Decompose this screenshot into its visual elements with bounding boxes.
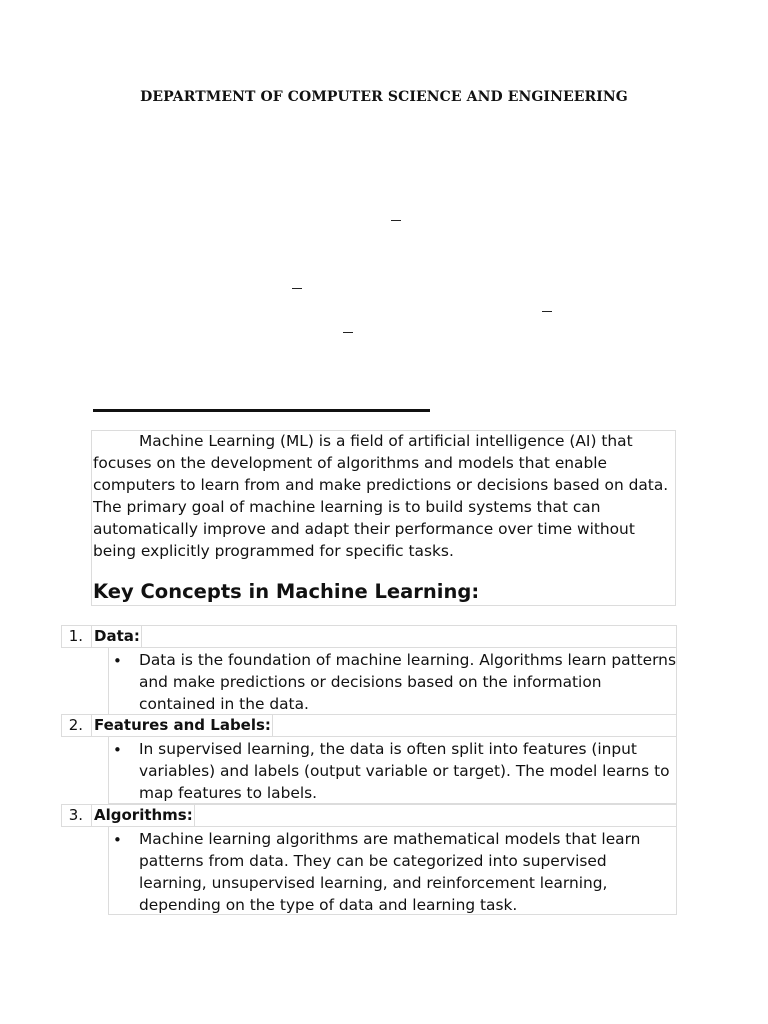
- intro-paragraph: Machine Learning (ML) is a field of artificial intelligence (AI) that focuses on the development of algorithms and models that enable computers to learn from and make predictions or decisions based on data. The primary goal of machine learning is to build systems that can automatically improve and adapt their performance over time without being explicitly programmed for specific tasks.: [93, 432, 669, 560]
- list-item-title: Data:: [94, 627, 140, 645]
- bullet-point: •: [113, 741, 122, 759]
- list-item-description: In supervised learning, the data is often split into features (input variables) and labels (output variable or target). The model learns to map features to labels.: [139, 740, 670, 802]
- blank-dash: [343, 332, 353, 333]
- list-item-description: Machine learning algorithms are mathematical models that learn patterns from data. They can be categorized into supervised learning, unsupervised learning, and reinforcement learning, depending on the type of data and learning task.: [139, 830, 641, 914]
- blank-dash: [542, 311, 552, 312]
- list-item-number: 1.: [61, 625, 92, 648]
- horizontal-rule: [93, 409, 430, 412]
- key-concepts-heading: Key Concepts in Machine Learning:: [93, 580, 480, 603]
- list-item-title: Algorithms:: [94, 806, 193, 824]
- list-item-title: Features and Labels:: [94, 716, 271, 734]
- list-item-description: Data is the foundation of machine learning. Algorithms learn patterns and make predictions or decisions based on the information contained in the data.: [139, 651, 676, 713]
- bullet-point: •: [113, 831, 122, 849]
- bullet-point: •: [113, 652, 122, 670]
- list-item-number: 3.: [61, 804, 92, 827]
- blank-dash: [292, 288, 302, 289]
- list-item-number: 2.: [61, 714, 92, 737]
- blank-dash: [391, 220, 401, 221]
- list-item-header-cell: [91, 625, 677, 648]
- department-title: DEPARTMENT OF COMPUTER SCIENCE AND ENGINEERING: [140, 89, 628, 105]
